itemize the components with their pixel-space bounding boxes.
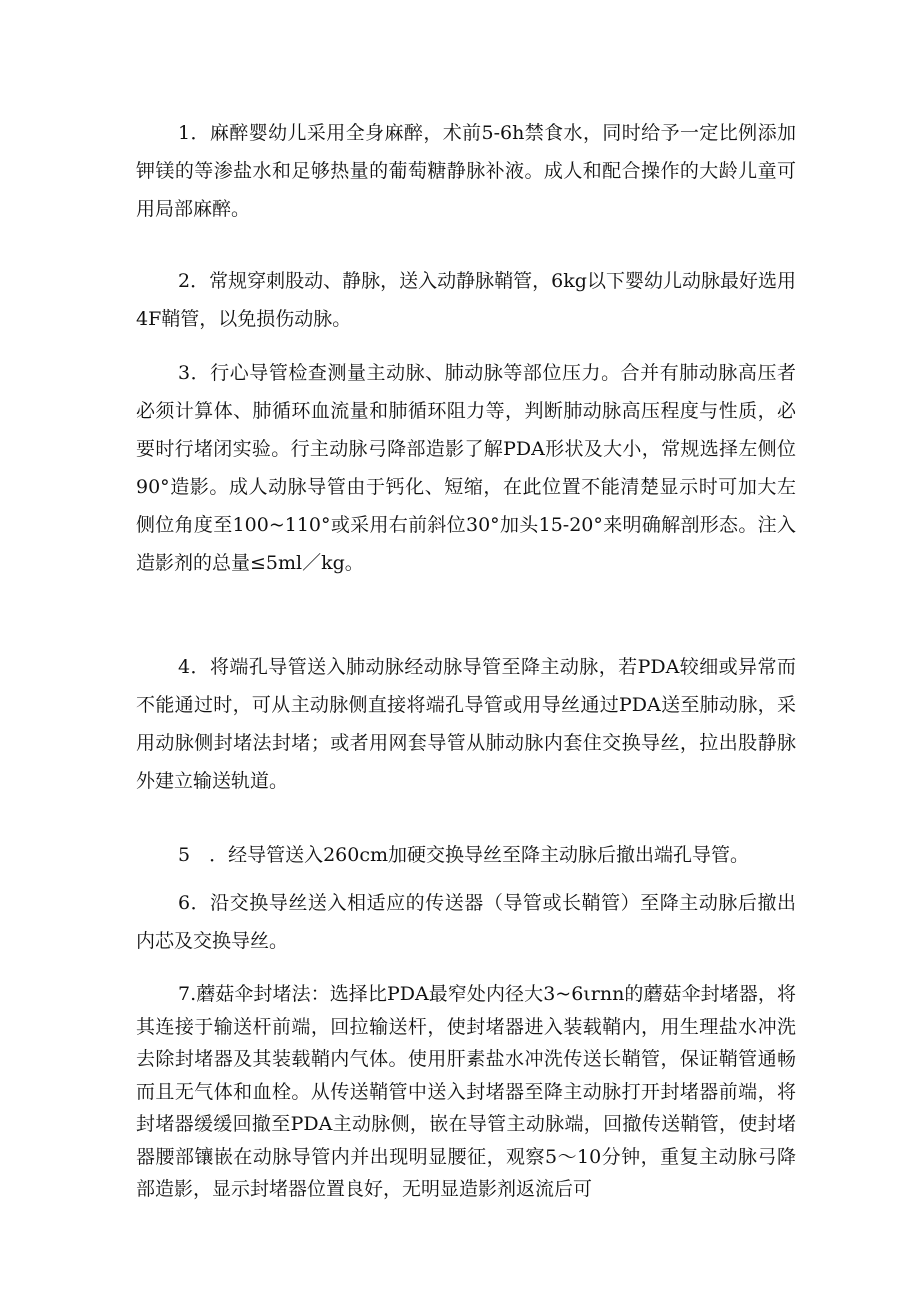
paragraph-2: 2．常规穿刺股动、静脉，送入动静脉鞘管，6kg以下婴幼儿动脉最好选用4F鞘管，以免损伤动脉。: [136, 270, 796, 330]
paragraph-7: 7.蘑菇伞封堵法：选择比PDA最窄处内径大3~6ιrnn的蘑菇伞封堵器，将其连接于输送杆前端，回拉输送杆，使封堵器进入装载鞘内，用生理盐水冲洗去除封堵器及其装载鞘内气体。使用肝素盐水冲洗传送长鞘管，保证鞘管通畅而且无气体和血栓。从传送鞘管中送入封堵器至降主动脉打开封堵器前端，将封堵器缓缓回撤至PDA主动脉侧，嵌在导管主动脉端，回撤传送鞘管，使封堵器腰部镶嵌在动脉导管内并出现明显腰征，观察5～10分钟，重复主动脉弓降部造影，显示封堵器位置良好，无明显造影剂返流后可: [136, 983, 796, 1200]
paragraph-1: 1．麻醉婴幼儿采用全身麻醉，术前5-6h禁食水，同时给予一定比例添加钾镁的等渗盐水和足够热量的葡萄糖静脉补液。成人和配合操作的大龄儿童可用局部麻醉。: [136, 122, 796, 220]
paragraph-5: 5 ．经导管送入260cm加硬交换导丝至降主动脉后撤出端孔导管。: [178, 844, 750, 866]
paragraph-3: 3．行心导管检查测量主动脉、肺动脉等部位压力。合并有肺动脉高压者必须计算体、肺循环血流量和肺循环阻力等，判断肺动脉高压程度与性质，必要时行堵闭实验。行主动脉弓降部造影了解PDA形状及大小，常规选择左侧位90°造影。成人动脉导管由于钙化、短缩，在此位置不能清楚显示时可加大左侧位角度至100~110°或采用右前斜位30°加头15-20°来明确解剖形态。注入造影剂的总量≤5ml／kg。: [136, 362, 796, 574]
paragraph-4: 4．将端孔导管送入肺动脉经动脉导管至降主动脉，若PDA较细或异常而不能通过时，可从主动脉侧直接将端孔导管或用导丝通过PDA送至肺动脉，采用动脉侧封堵法封堵；或者用网套导管从肺动脉内套住交换导丝，拉出股静脉外建立输送轨道。: [136, 656, 796, 792]
paragraph-6: 6．沿交换导丝送入相适应的传送器（导管或长鞘管）至降主动脉后撤出内芯及交换导丝。: [136, 892, 796, 952]
